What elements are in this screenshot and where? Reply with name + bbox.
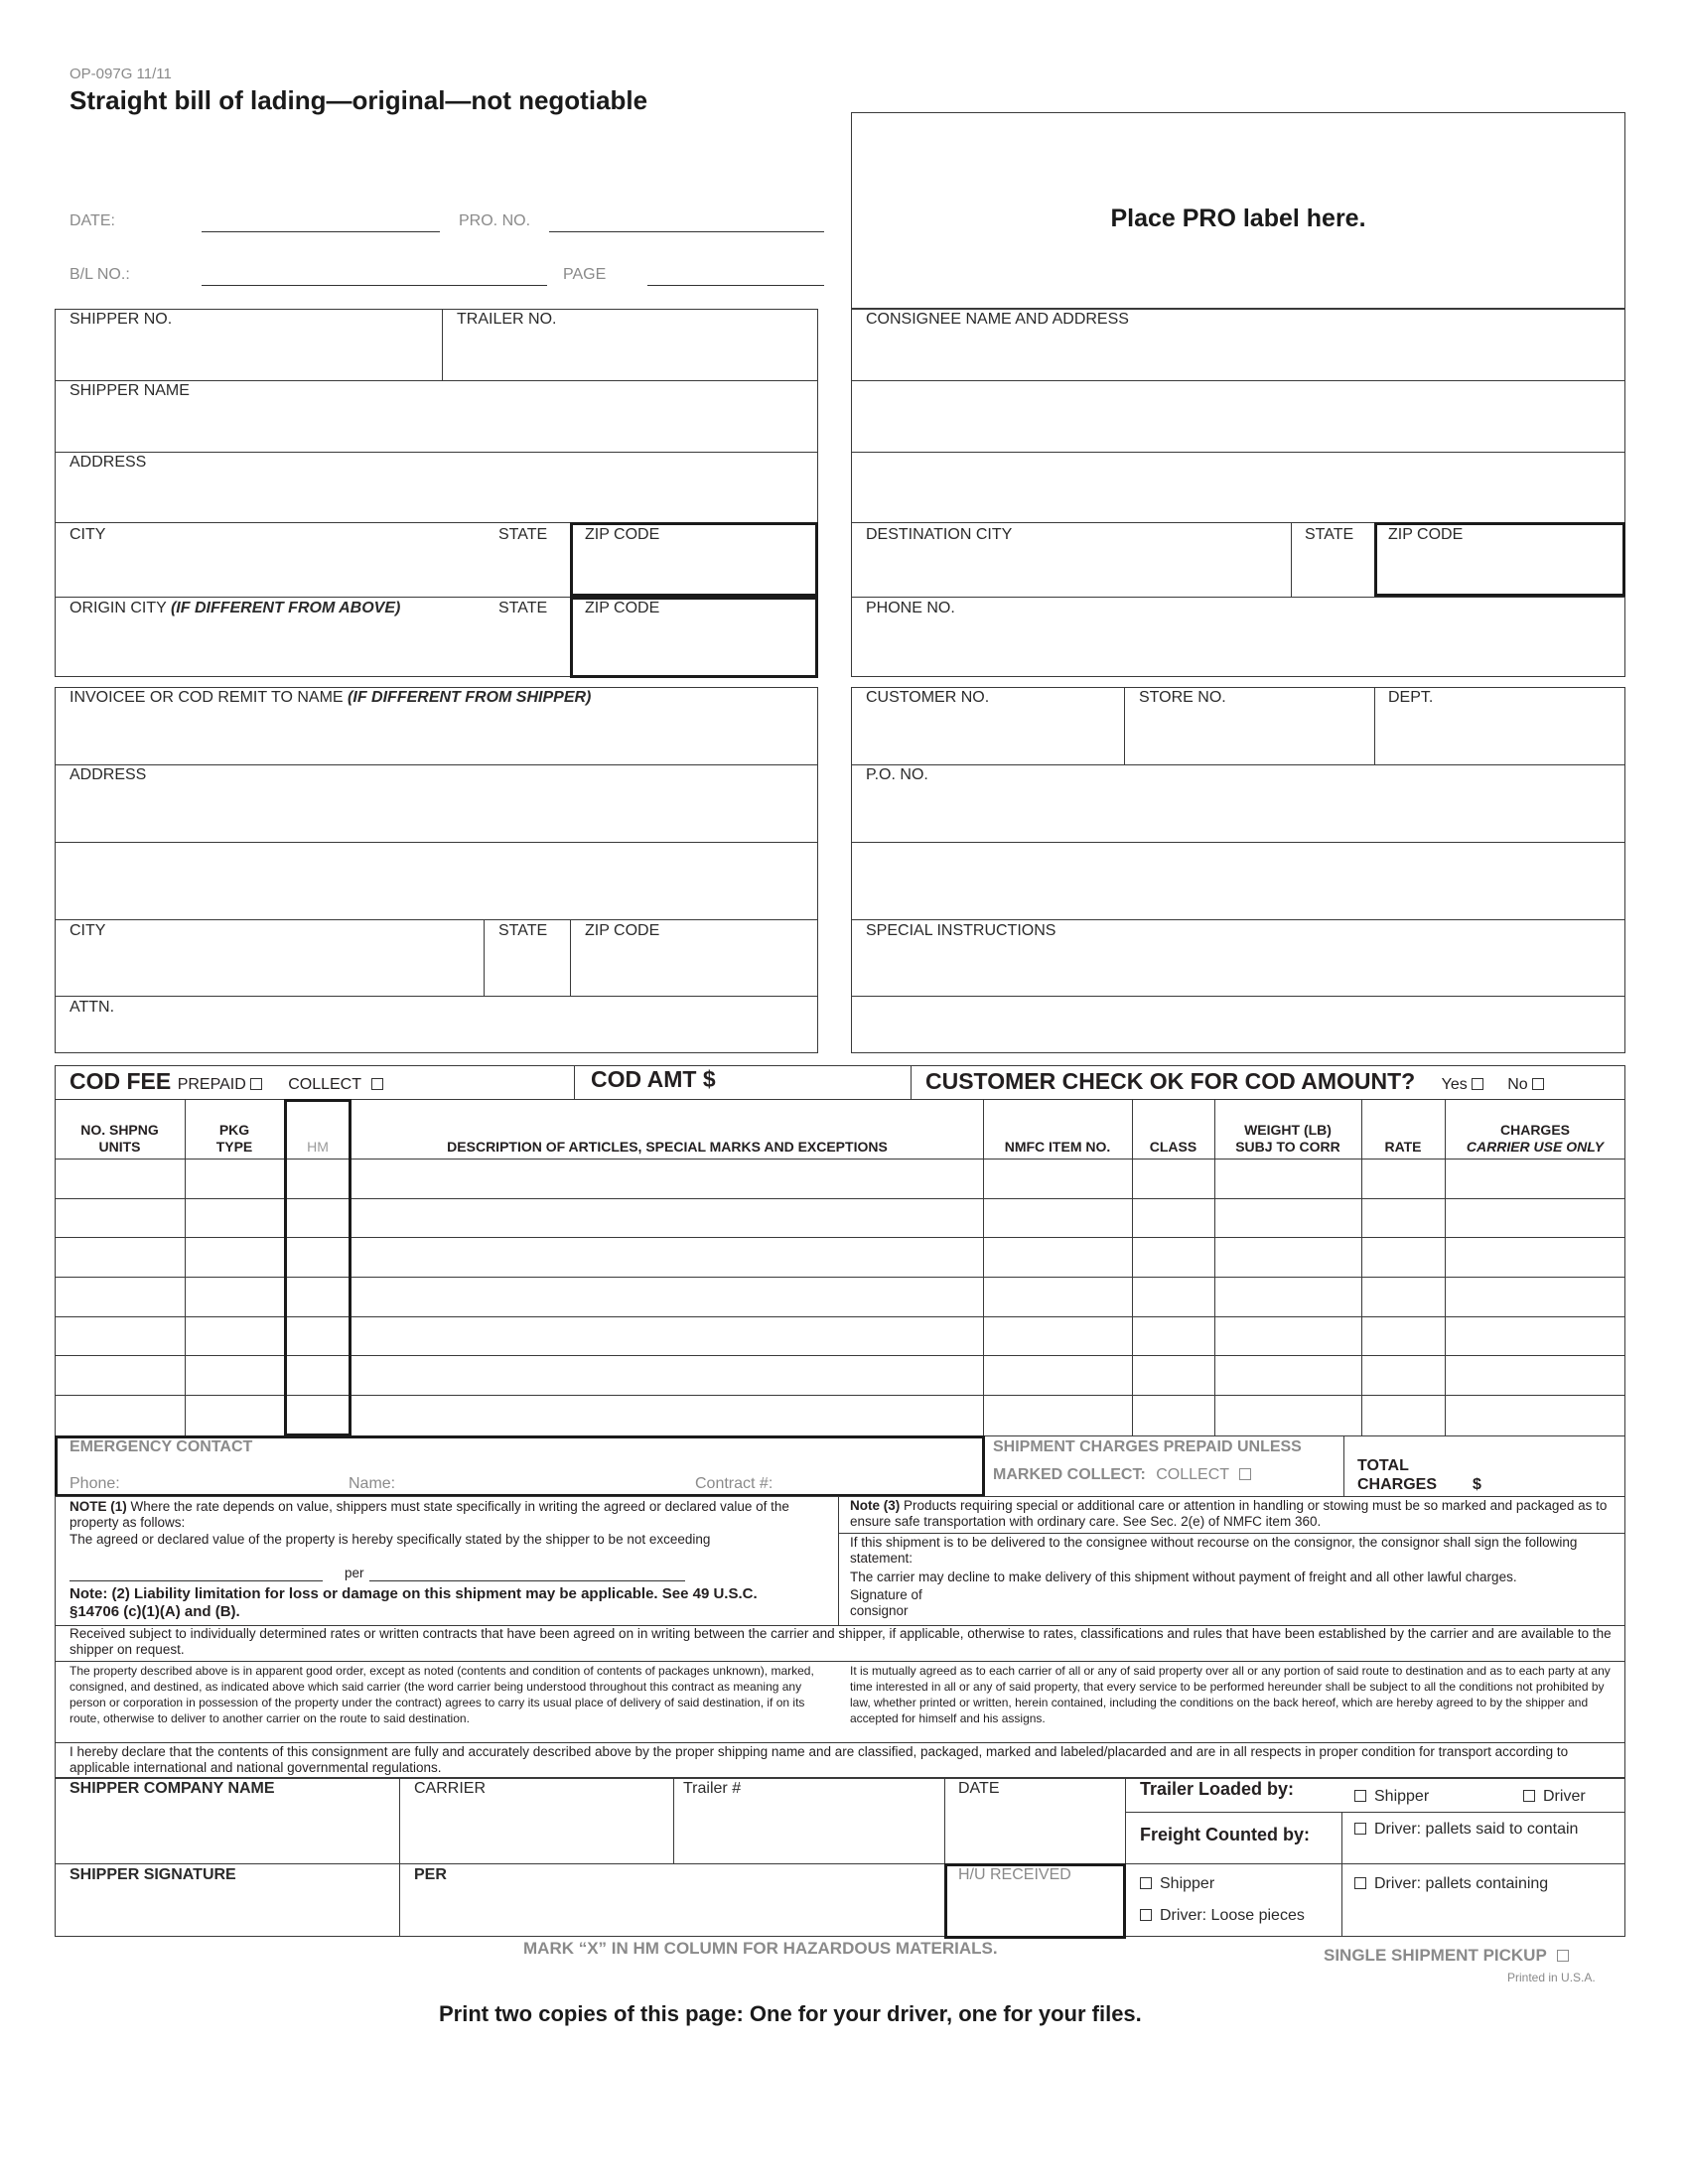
attn-field[interactable] [60, 1021, 814, 1050]
table-row[interactable] [57, 1239, 1623, 1276]
table-row[interactable] [57, 1318, 1623, 1354]
col-header-class: CLASS [1149, 1139, 1197, 1155]
page-title: Straight bill of lading—original—not negotiable [70, 85, 648, 115]
invoicee-zip-field[interactable] [576, 945, 814, 993]
single-shipment-pickup [1324, 1946, 1569, 1966]
note-3-head: Note (3) [850, 1498, 901, 1513]
total-charges-field[interactable] [1489, 1467, 1618, 1493]
shipper-name-label: SHIPPER NAME [70, 382, 190, 399]
shipper-city-label: CITY [70, 526, 106, 543]
invoicee-zip-label: ZIP CODE [585, 922, 660, 939]
check-yes-checkbox[interactable] [1472, 1078, 1483, 1090]
counted-loose-checkbox[interactable] [1140, 1909, 1152, 1921]
emergency-contract-label: Contract #: [695, 1475, 774, 1492]
counted-shipper-option[interactable]: Shipper [1140, 1875, 1214, 1893]
counted-said-to-contain-option[interactable]: Driver: pallets said to contain [1354, 1821, 1578, 1839]
shipper-name-field[interactable] [60, 405, 814, 449]
origin-city-label [70, 600, 400, 617]
col-header-pkg-type: PKG TYPE [215, 1122, 253, 1155]
destination-zip-field[interactable] [1382, 548, 1620, 592]
origin-city-field[interactable] [60, 621, 477, 673]
customer-check-label: CUSTOMER CHECK OK FOR COD AMOUNT? [925, 1068, 1416, 1094]
cod-prepaid-checkbox[interactable] [250, 1078, 262, 1090]
shipper-state-field[interactable] [487, 548, 566, 594]
loaded-driver-checkbox[interactable] [1523, 1790, 1535, 1802]
destination-city-field[interactable] [856, 548, 1283, 594]
destination-state-field[interactable] [1295, 548, 1374, 594]
shipper-signature-label: SHIPPER SIGNATURE [70, 1866, 236, 1883]
per-label: per [345, 1566, 364, 1580]
cod-collect-checkbox[interactable] [371, 1078, 383, 1090]
counted-said-to-contain-checkbox[interactable] [1354, 1823, 1366, 1835]
invoicee-state-field[interactable] [489, 945, 566, 993]
bl-no-underline [202, 285, 547, 286]
table-row[interactable] [57, 1160, 1623, 1197]
special-instructions-line2[interactable] [856, 1003, 1620, 1048]
note-2: Note: (2) Liability limitation for loss or damage on this shipment may be applicable. See 49 U.S.C. §14706 (c)(1)(A) and (B). [70, 1585, 758, 1620]
shipper-zip-field[interactable] [578, 548, 812, 592]
table-row[interactable] [57, 1397, 1623, 1434]
check-no-checkbox[interactable] [1532, 1078, 1544, 1090]
note-1-head: NOTE (1) [70, 1499, 127, 1514]
col-header-weight: WEIGHT (LB) SUBJ TO CORR [1235, 1122, 1340, 1155]
carrier-label: CARRIER [414, 1780, 487, 1797]
per-signature-label: PER [414, 1866, 447, 1883]
origin-state-label: STATE [498, 600, 548, 616]
destination-city-label: DESTINATION CITY [866, 526, 1013, 543]
counted-containing-option[interactable]: Driver: pallets containing [1354, 1875, 1548, 1893]
origin-city-note: (IF DIFFERENT FROM ABOVE) [170, 600, 401, 616]
emergency-contract-field[interactable] [784, 1469, 978, 1493]
date-label: DATE: [70, 212, 115, 229]
note-3-body: Products requiring special or additional care or attention in handling or stowing must be so marked and packaged as to ensure safe transportation with ordinary care. See Sec. 2(e) of NMFC item 360. [850, 1498, 1608, 1529]
cod-amount-field[interactable] [735, 1068, 904, 1096]
po-no-line2[interactable] [856, 850, 1620, 913]
consignee-address-line1[interactable] [856, 389, 1620, 445]
invoicee-address-label: ADDRESS [70, 766, 147, 783]
consignee-address-line2[interactable] [856, 461, 1620, 516]
trailer-no-label: TRAILER NO. [457, 311, 557, 328]
carrier-field[interactable] [404, 1802, 668, 1859]
date-underline [202, 231, 440, 232]
bl-no-label: B/L NO.: [70, 266, 130, 283]
carrier-decline-statement: The carrier may decline to make delivery of this shipment without payment of freight and all other lawful charges. [850, 1570, 1517, 1584]
declared-value-field[interactable] [70, 1561, 323, 1580]
col-header-hm: HM [307, 1139, 329, 1155]
declaration-statement: I hereby declare that the contents of this consignment are fully and accurately described above by the proper shipping name and are classified, packaged, marked and labeled/placarded and are in all respects in proper condition for transport according to applicable international and national governmental regulations. [70, 1744, 1569, 1775]
invoicee-name-field[interactable] [60, 713, 814, 760]
sig-date-field[interactable] [949, 1802, 1121, 1859]
total-line2: CHARGES $ [1357, 1476, 1481, 1493]
trailer-number-field[interactable] [678, 1802, 940, 1859]
invoicee-name-text: INVOICEE OR COD REMIT TO NAME [70, 689, 344, 706]
note-1-line2: The agreed or declared value of the property is hereby specifically stated by the shipper to be not exceeding [70, 1532, 711, 1547]
shipper-city-field[interactable] [60, 548, 477, 594]
trailer-no-field[interactable] [447, 334, 814, 377]
store-no-label: STORE NO. [1139, 689, 1226, 706]
cod-collect-label: COLLECT [288, 1076, 361, 1093]
counted-shipper-checkbox[interactable] [1140, 1877, 1152, 1889]
dept-label: DEPT. [1388, 689, 1434, 706]
invoicee-address-field[interactable] [60, 790, 814, 838]
cod-fee-label: COD FEE [70, 1068, 172, 1094]
freight-counted-by-label: Freight Counted by: [1140, 1825, 1310, 1844]
received-statement: Received subject to individually determined rates or written contracts that have been agreed on in writing between the carrier and shipper, if applicable, otherwise to rates, classifications and rules that have been established by the carrier and are available to the shipper on request. [70, 1626, 1612, 1657]
hu-received-field[interactable] [951, 1888, 1120, 1933]
shipper-state-label: STATE [498, 526, 548, 543]
pro-no-label: PRO. NO. [459, 212, 531, 229]
destination-zip-label: ZIP CODE [1388, 526, 1464, 543]
invoicee-state-label: STATE [498, 922, 548, 939]
hu-received-label: H/U RECEIVED [958, 1866, 1071, 1883]
note-3 [850, 1498, 1619, 1530]
cod-fee [70, 1068, 383, 1095]
check-no-label: No [1507, 1076, 1528, 1093]
single-shipment-pickup-label: SINGLE SHIPMENT PICKUP [1324, 1946, 1547, 1965]
invoicee-city-label: CITY [70, 922, 106, 939]
destination-state-label: STATE [1305, 526, 1354, 543]
form-code: OP-097G 11/11 [70, 66, 172, 82]
origin-zip-field[interactable] [578, 621, 812, 671]
phone-no-label: PHONE NO. [866, 600, 955, 616]
invoicee-address-line2[interactable] [60, 850, 814, 913]
origin-zip-label: ZIP CODE [585, 600, 660, 616]
note-1 [70, 1499, 824, 1531]
col-header-units: NO. SHPNG UNITS [80, 1122, 159, 1155]
invoicee-name-note: (IF DIFFERENT FROM SHIPPER) [348, 689, 592, 706]
loaded-driver-option[interactable]: Driver [1523, 1788, 1586, 1806]
printed-in-usa: Printed in U.S.A. [1507, 1971, 1596, 1984]
special-instructions-label: SPECIAL INSTRUCTIONS [866, 922, 1056, 939]
emergency-contact-title: EMERGENCY CONTACT [70, 1438, 253, 1455]
shipper-no-label: SHIPPER NO. [70, 311, 173, 328]
cod-amount-label: COD AMT $ [591, 1066, 716, 1092]
marked-collect-label: MARKED COLLECT: [993, 1466, 1146, 1483]
shipper-address-field[interactable] [60, 477, 814, 520]
page-underline [647, 285, 824, 286]
pro-label-text: Place PRO label here. [1110, 205, 1366, 232]
loaded-shipper-checkbox[interactable] [1354, 1790, 1366, 1802]
consignor-signature-field[interactable] [953, 1588, 1618, 1622]
customer-no-field[interactable] [856, 713, 1119, 760]
property-statement-left: The property described above is in apparent good order, except as noted (contents and condition of contents of packages unknown), marked, consigned, and destined, as indicated above which said carrier (the word carrier being understood throughout this contract as meaning any person or corporation in possession of the property under the contract) agrees to carry its usual place of delivery of said destination, if on its route, otherwise to deliver to another carrier on the route to said destination. [70, 1664, 814, 1725]
hm-instruction: MARK “X” IN HM COLUMN FOR HAZARDOUS MATERIALS. [523, 1939, 998, 1958]
emergency-phone-label: Phone: [70, 1475, 120, 1492]
attn-label: ATTN. [70, 999, 115, 1016]
declared-per-underline [369, 1580, 685, 1581]
pro-no-field[interactable] [549, 206, 824, 230]
per-signature-field[interactable] [404, 1888, 938, 1933]
charges-collect-checkbox[interactable] [1239, 1468, 1251, 1480]
customer-check [925, 1068, 1544, 1095]
emergency-phone-field[interactable] [124, 1469, 343, 1493]
print-instructions: Print two copies of this page: One for your driver, one for your files. [439, 2001, 1142, 2026]
total-charges-label [1357, 1456, 1481, 1494]
shipper-signature-field[interactable] [60, 1888, 395, 1933]
bl-no-field[interactable] [202, 260, 547, 284]
loaded-shipper-option[interactable]: Shipper [1354, 1788, 1429, 1806]
charges-collect-label: COLLECT [1156, 1466, 1230, 1483]
marked-collect [993, 1466, 1251, 1484]
trailer-loaded-by-label: Trailer Loaded by: [1140, 1779, 1295, 1799]
invoicee-name-label [70, 689, 591, 707]
single-shipment-pickup-checkbox[interactable] [1557, 1950, 1569, 1962]
shipper-zip-label: ZIP CODE [585, 526, 660, 543]
special-instructions-field[interactable] [856, 945, 1620, 993]
counted-loose-option[interactable]: Driver: Loose pieces [1140, 1907, 1305, 1925]
counted-containing-checkbox[interactable] [1354, 1877, 1366, 1889]
sig-date-label: DATE [958, 1780, 1000, 1797]
shipper-no-field[interactable] [60, 334, 437, 377]
check-yes-label: Yes [1441, 1076, 1468, 1093]
po-no-field[interactable] [856, 790, 1620, 838]
declared-value-underline [70, 1580, 323, 1581]
origin-state-field[interactable] [487, 621, 566, 673]
col-header-charges: CHARGES CARRIER USE ONLY [1466, 1122, 1605, 1155]
pro-no-underline [549, 231, 824, 232]
property-statement-right: It is mutually agreed as to each carrier of all or any of said property over all or any portion of said route to destination and as to each party at any time interested in all or any of said property, that every service to be performed hereunder shall be subject to all the conditions not prohibited by law, whether printed or written, herein contained, including the conditions on the back hereof, which are hereby agreed to by the shipper and accepted for himself and his assigns. [850, 1664, 1611, 1725]
page-field[interactable] [647, 260, 824, 284]
dept-field[interactable] [1379, 713, 1621, 760]
customer-no-label: CUSTOMER NO. [866, 689, 990, 706]
po-no-label: P.O. NO. [866, 766, 928, 783]
note-1-body: Where the rate depends on value, shippers must state specifically in writing the agreed or declared value of the property as follows: [70, 1499, 789, 1530]
total-line1: TOTAL [1357, 1457, 1409, 1474]
col-header-nmfc: NMFC ITEM NO. [1004, 1139, 1111, 1155]
store-no-field[interactable] [1129, 713, 1370, 760]
recourse-statement: If this shipment is to be delivered to the consignee without recourse on the consignor, the consignor shall sign the following statement: [850, 1535, 1578, 1566]
emergency-name-field[interactable] [402, 1469, 690, 1493]
table-row[interactable] [57, 1279, 1623, 1315]
col-header-rate: RATE [1384, 1139, 1422, 1155]
declared-per-field[interactable] [369, 1561, 685, 1580]
signature-of-consignor-label: Signature of consignor [850, 1587, 922, 1618]
trailer-number-label: Trailer # [683, 1780, 742, 1797]
page-label: PAGE [563, 266, 607, 283]
emergency-name-label: Name: [349, 1475, 396, 1492]
shipper-company-name-field[interactable] [60, 1802, 395, 1859]
consignee-name-field[interactable] [856, 334, 1620, 377]
prepaid-unless-label: SHIPMENT CHARGES PREPAID UNLESS [993, 1438, 1302, 1455]
table-row[interactable] [57, 1200, 1623, 1236]
shipper-address-label: ADDRESS [70, 454, 147, 471]
date-field[interactable] [202, 206, 440, 230]
consignee-name-label: CONSIGNEE NAME AND ADDRESS [866, 311, 1129, 328]
shipper-company-name-label: SHIPPER COMPANY NAME [70, 1780, 275, 1797]
col-header-description: DESCRIPTION OF ARTICLES, SPECIAL MARKS AND EXCEPTIONS [447, 1139, 888, 1155]
phone-no-field[interactable] [856, 621, 1620, 673]
invoicee-city-field[interactable] [60, 945, 477, 993]
cod-prepaid-label: PREPAID [177, 1076, 246, 1093]
origin-city-text: ORIGIN CITY [70, 600, 167, 616]
table-row[interactable] [57, 1357, 1623, 1394]
